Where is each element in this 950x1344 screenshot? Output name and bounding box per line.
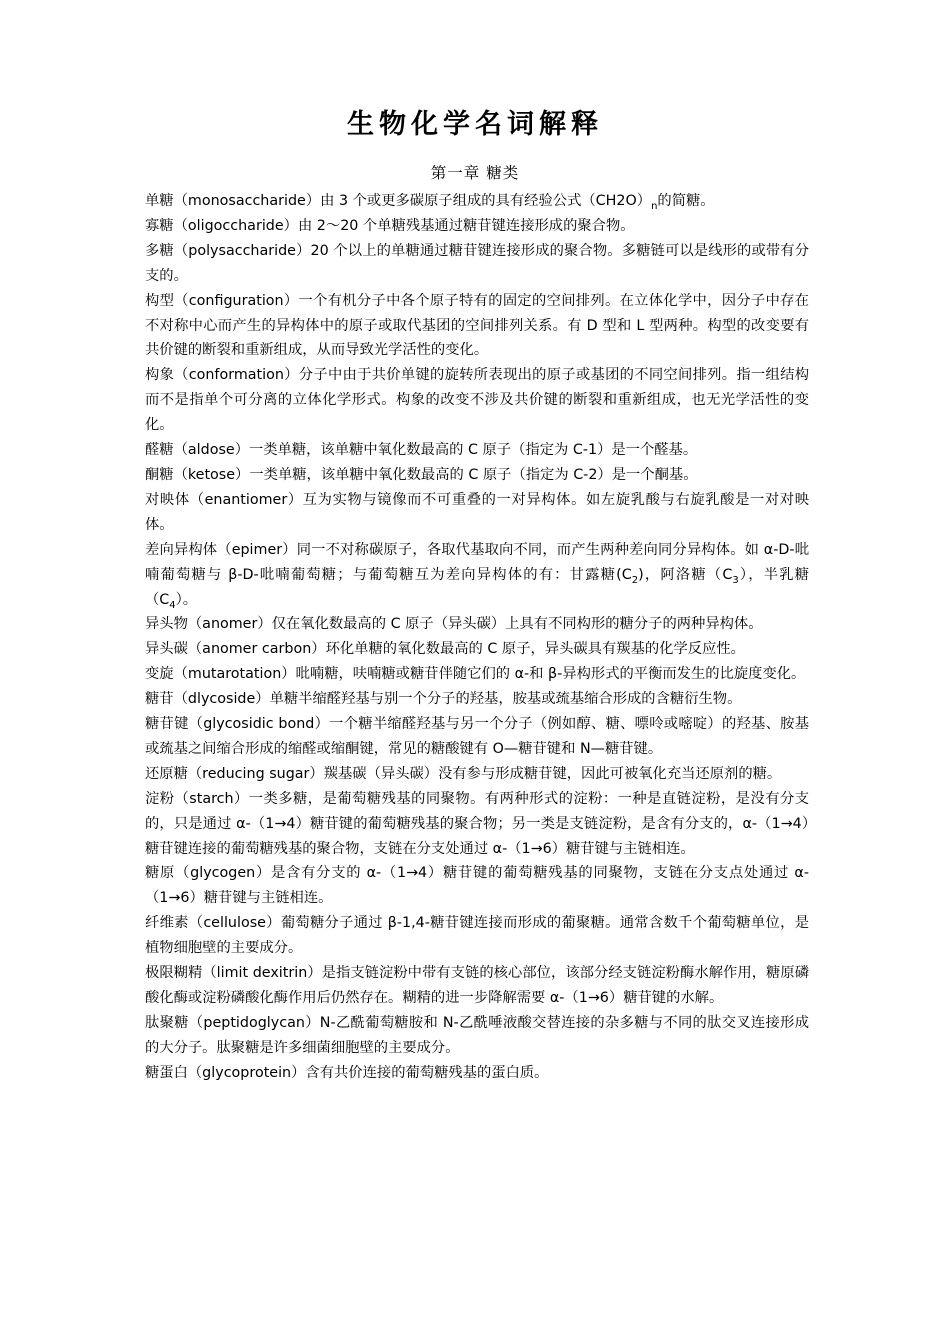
glossary-entry-epimer: 差向异构体（epimer）同一不对称碳原子，各取代基取向不同，而产生两种差向同分异构体。如 α-D-吡喃葡萄糖与 β-D-吡喃葡萄糖；与葡萄糖互为差向异构体的有：甘露糖$(C_2)$，阿洛糖$(C_3)$，半乳糖$(C_4)$。: [145, 541, 809, 611]
glossary-entry-aldose: 醛糖（aldose）一类单糖，该单糖中氧化数最高的 C 原子（指定为 C-1）是一个醛基。: [145, 442, 698, 459]
chapter-heading: 第一章 糖类: [430, 164, 520, 182]
glossary-entry-peptidoglycan: 肽聚糖（peptidoglycan）N-乙酰葡萄糖胺和 N-乙酰唾液酸交替连接的杂多糖与不同的肽交叉连接形成的大分子。肽聚糖是许多细菌细胞壁的主要成分。: [145, 1014, 809, 1056]
glossary-entry-configuration: 构型（configuration）一个有机分子中各个原子特有的固定的空间排列。在立体化学中，因分子中存在不对称中心而产生的异构体中的原子或取代基团的空间排列关系。有 D 型和 L 型两种。构型的改变要有共价键的断裂和重新组成，从而导致光学活性的变化。: [145, 292, 809, 359]
glossary-entry-cellulose: 纤维素（cellulose）葡萄糖分子通过 β-1,4-糖苷键连接而形成的葡聚糖。通常含数千个葡萄糖单位，是植物细胞壁的主要成分。: [145, 915, 809, 957]
glossary-entry-glycoside: 糖苷（dlycoside）单糖半缩醛羟基与别一个分子的羟基，胺基或巯基缩合形成的含糖衍生物。: [145, 691, 742, 708]
glossary-entry-limit-dextrin: 极限糊精（limit dexitrin）是指支链淀粉中带有支链的核心部位，该部分经支链淀粉酶水解作用，糖原磷酸化酶或淀粉磷酸化酶作用后仍然存在。糊精的进一步降解需要 α-（1→6）糖苷键的水解。: [145, 965, 809, 1006]
glossary-entry-enantiomer: 对映体（enantiomer）互为实物与镜像而不可重叠的一对异构体。如左旋乳酸与右旋乳酸是一对对映体。: [145, 491, 809, 533]
glossary-entry-polysaccharide: 多糖（polysaccharide）20 个以上的单糖通过糖苷键连接形成的聚合物。多糖链可以是线形的或带有分支的。: [145, 242, 809, 284]
glossary-entry-conformation: 构象（conformation）分子中由于共价单键的旋转所表现出的原子或基团的不同空间排列。指一组结构而不是指单个可分离的立体化学形式。构象的改变不涉及共价键的断裂和重新组成，也无光学活性的变化。: [145, 367, 809, 434]
glossary-entry-reducing-sugar: 还原糖（reducing sugar）羰基碳（异头碳）没有参与形成糖苷键，因此可被氧化充当还原剂的糖。: [145, 765, 782, 782]
glossary-entry-glycoprotein: 糖蛋白（glycoprotein）含有共价连接的葡萄糖残基的蛋白质。: [145, 1064, 549, 1081]
document-title: 生物化学名词解释: [347, 109, 603, 140]
glossary-entry-monosaccharide: 单糖（monosaccharide）由 3 个或更多碳原子组成的具有经验公式$(CH2O)_n$的简糖。: [145, 193, 715, 212]
glossary-entry-mutarotation: 变旋（mutarotation）吡喃糖，呋喃糖或糖苷伴随它们的 α-和 β-异构形式的平衡而发生的比旋度变化。: [145, 666, 806, 683]
glossary-entry-oligosaccharide: 寡糖（oligoccharide）由 2～20 个单糖残基通过糖苷键连接形成的聚合物。: [145, 217, 635, 234]
glossary-entry-glycogen: 糖原（glycogen）是含有分支的 α-（1→4）糖苷键的葡萄糖残基的同聚物，支链在分支点处通过 α-（1→6）糖苷键与主链相连。: [145, 865, 809, 907]
glossary-entry-glycosidic-bond: 糖苷键（glycosidic bond）一个糖半缩醛羟基与另一个分子（例如醇、糖、嘌呤或嘧啶）的羟基、胺基或巯基之间缩合形成的缩醛或缩酮键，常见的糖酸键有 O—糖苷键和 N—糖苷键。: [145, 716, 809, 757]
glossary-entry-anomer: 异头物（anomer）仅在氧化数最高的 C 原子（异头碳）上具有不同构形的糖分子的两种异构体。: [145, 616, 763, 633]
glossary-entry-anomer-carbon: 异头碳（anomer carbon）环化单糖的氧化数最高的 C 原子，异头碳具有羰基的化学反应性。: [145, 641, 745, 658]
glossary-entry-ketose: 酮糖（ketose）一类单糖，该单糖中氧化数最高的 C 原子（指定为 C-2）是一个酮基。: [145, 466, 698, 483]
glossary-entry-starch: 淀粉（starch）一类多糖，是葡萄糖残基的同聚物。有两种形式的淀粉：一种是直链淀粉，是没有分支的，只是通过 α-（1→4）糖苷键的葡萄糖残基的聚合物；另一类是支链淀粉，是含有分支的，α-（1→4）糖苷键连接的葡萄糖残基的聚合物，支链在分支处通过 α-（1→6）糖苷键与主链相连。: [145, 790, 809, 857]
glossary-body: [145, 189, 809, 1086]
